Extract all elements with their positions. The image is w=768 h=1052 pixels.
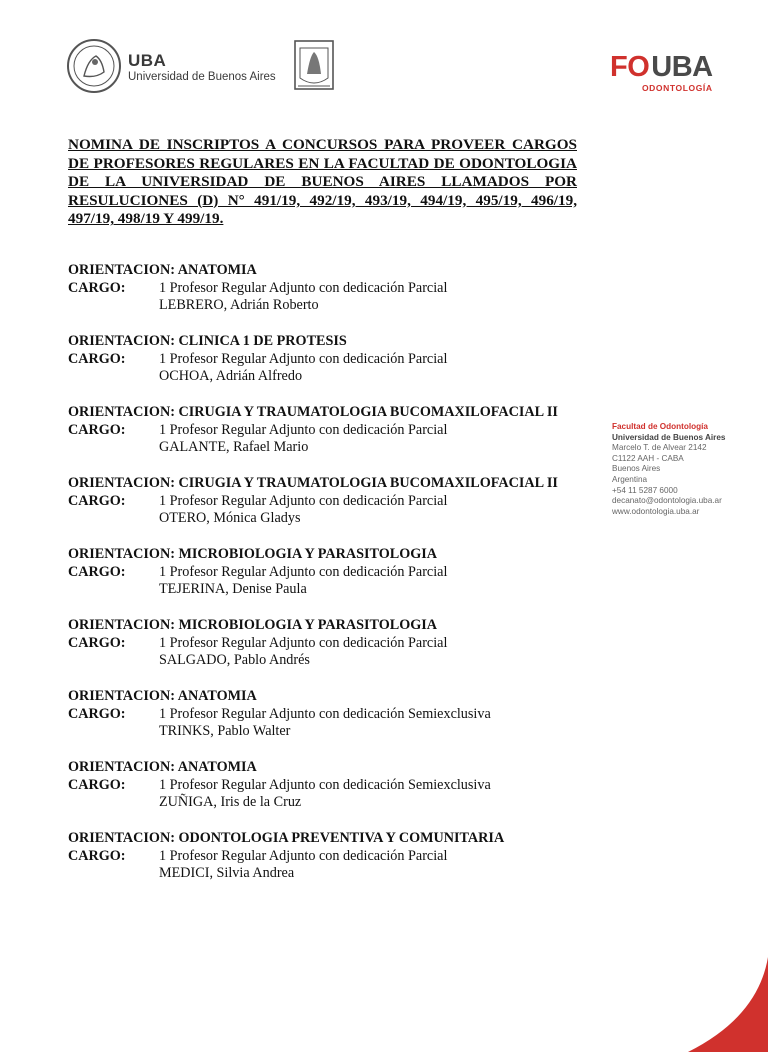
candidate-name: TRINKS, Pablo Walter	[159, 723, 291, 740]
country-line: Argentina	[612, 474, 648, 484]
list-item	[68, 475, 588, 546]
cargo-value: 1 Profesor Regular Adjunto con dedicación Semiexclusiva	[159, 776, 491, 793]
list-item	[68, 688, 588, 759]
cargo-label: CARGO:	[68, 776, 126, 793]
uba-name: Universidad de Buenos Aires	[128, 71, 276, 83]
cargo-label: CARGO:	[68, 279, 126, 296]
website-link[interactable]: www.odontologia.uba.ar	[612, 506, 700, 516]
uba-text: UBA	[651, 51, 713, 83]
candidate-name: LEBRERO, Adrián Roberto	[159, 297, 319, 314]
list-item	[68, 830, 588, 901]
document-title: NOMINA DE INSCRIPTOS A CONCURSOS PARA PROVEER CARGOS DE PROFESORES REGULARES EN LA FACULTAD DE ODONTOLOGIA DE LA UNIVERSIDAD DE BUENOS AIRES LLAMADOS POR RESULUCIONES (D) N° 491/19, 492/19, 493/19, 494/19, 495/19, 496/19, 497/19, 498/19 Y 499/19.	[68, 136, 577, 228]
cargo-value: 1 Profesor Regular Adjunto con dedicación Parcial	[159, 492, 448, 509]
orientacion-heading: ORIENTACION: CIRUGIA Y TRAUMATOLOGIA BUCOMAXILOFACIAL II	[68, 404, 558, 420]
corner-swoosh-icon	[688, 957, 768, 1052]
city-line: Buenos Aires	[612, 464, 661, 474]
university-name: Universidad de Buenos Aires	[612, 432, 726, 442]
orientacion-heading: ORIENTACION: CIRUGIA Y TRAUMATOLOGIA BUCOMAXILOFACIAL II	[68, 475, 558, 491]
candidate-name: ZUÑIGA, Iris de la Cruz	[159, 794, 302, 811]
cargo-value: 1 Profesor Regular Adjunto con dedicación Parcial	[159, 421, 448, 438]
cargo-label: CARGO:	[68, 705, 126, 722]
fouba-logo	[610, 52, 713, 93]
list-item	[68, 333, 588, 404]
cargo-label: CARGO:	[68, 563, 126, 580]
faculty-name: Facultad de Odontología	[612, 422, 708, 431]
uba-seal-icon	[66, 38, 122, 94]
phone-line: +54 11 5287 6000	[612, 485, 678, 495]
cargo-value: 1 Profesor Regular Adjunto con dedicación Parcial	[159, 634, 448, 651]
uba-abbrev: UBA	[128, 51, 167, 70]
cargo-label: CARGO:	[68, 847, 126, 864]
faculty-shield-icon	[292, 38, 336, 94]
orientacion-heading: ORIENTACION: ANATOMIA	[68, 688, 257, 704]
candidate-name: TEJERINA, Denise Paula	[159, 581, 307, 598]
list-item	[68, 404, 588, 475]
postal-line: C1122 AAH - CABA	[612, 453, 684, 463]
cargo-label: CARGO:	[68, 492, 126, 509]
list-item	[68, 262, 588, 333]
cargo-value: 1 Profesor Regular Adjunto con dedicación Parcial	[159, 279, 448, 296]
cargo-value: 1 Profesor Regular Adjunto con dedicación Parcial	[159, 563, 448, 580]
orientacion-heading: ORIENTACION: ANATOMIA	[68, 759, 257, 775]
fo-subtitle: ODONTOLOGÍA	[641, 83, 713, 93]
candidate-name: SALGADO, Pablo Andrés	[159, 652, 310, 669]
orientacion-heading: ORIENTACION: MICROBIOLOGIA Y PARASITOLOGIA	[68, 617, 438, 633]
cargo-label: CARGO:	[68, 350, 126, 367]
orientacion-heading: ORIENTACION: ANATOMIA	[68, 262, 257, 278]
orientacion-heading: ORIENTACION: MICROBIOLOGIA Y PARASITOLOGIA	[68, 546, 438, 562]
orientacion-heading: ORIENTACION: CLINICA 1 DE PROTESIS	[68, 333, 347, 349]
uba-wordmark	[128, 52, 276, 84]
candidate-name: OCHOA, Adrián Alfredo	[159, 368, 303, 385]
candidate-name: OTERO, Mónica Gladys	[159, 510, 301, 527]
orientacion-heading: ORIENTACION: ODONTOLOGIA PREVENTIVA Y COMUNITARIA	[68, 830, 505, 846]
email-link[interactable]: decanato@odontologia.uba.ar	[612, 496, 722, 506]
list-item	[68, 617, 588, 688]
candidate-name: GALANTE, Rafael Mario	[159, 439, 309, 456]
candidate-name: MEDICI, Silvia Andrea	[159, 865, 295, 882]
list-item	[68, 759, 588, 830]
address-line: Marcelo T. de Alvear 2142	[612, 443, 707, 453]
cargo-value: 1 Profesor Regular Adjunto con dedicación Parcial	[159, 847, 448, 864]
cargo-value: 1 Profesor Regular Adjunto con dedicación Semiexclusiva	[159, 705, 491, 722]
list-item	[68, 546, 588, 617]
cargo-value: 1 Profesor Regular Adjunto con dedicación Parcial	[159, 350, 448, 367]
fo-text: FO	[610, 51, 650, 83]
cargo-label: CARGO:	[68, 634, 126, 651]
faculty-contact-block	[612, 422, 725, 517]
inscriptos-list	[68, 262, 588, 901]
cargo-label: CARGO:	[68, 421, 126, 438]
